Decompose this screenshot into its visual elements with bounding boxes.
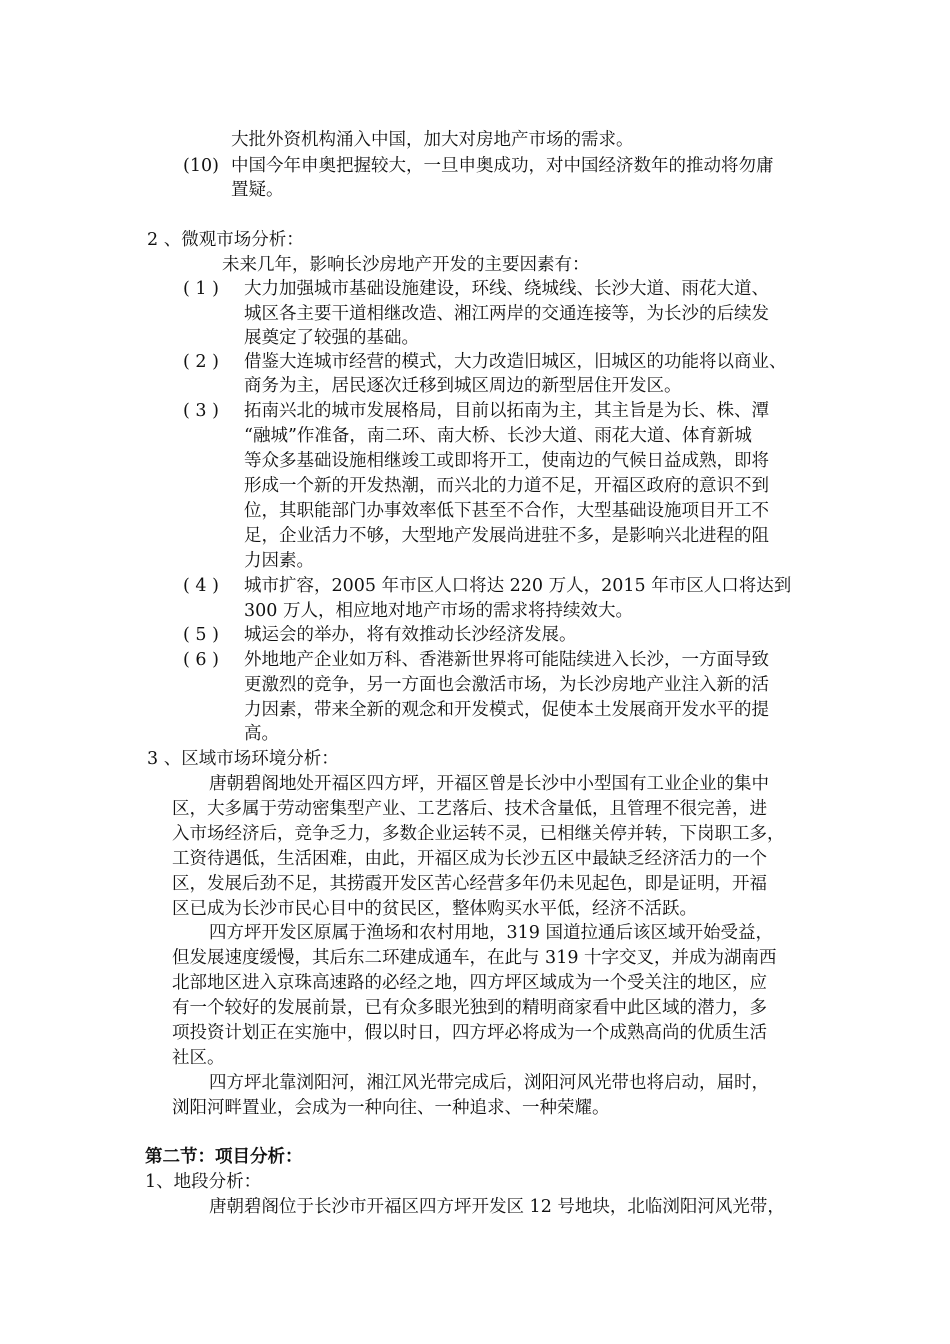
paragraph-line: 有一个较好的发展前景，已有众多眼光独到的精明商家看中此区域的潜力，多 (172, 998, 767, 1018)
continuation-line: 大批外资机构涌入中国，加大对房地产市场的需求。 (231, 130, 634, 150)
list-item-line: 力因素，带来全新的观念和开发模式，促使本土发展商开发水平的提 (244, 700, 769, 720)
item-number: (10) (183, 156, 219, 176)
sub-heading: 1、地段分析： (145, 1172, 262, 1192)
list-item-line: 更激烈的竞争，另一方面也会激活市场，为长沙房地产业注入新的活 (244, 675, 769, 695)
list-item-line: 300 万人，相应地对地产市场的需求将持续效大。 (244, 601, 633, 621)
paragraph-line: 项投资计划正在实施中，假以时日，四方坪必将成为一个成熟高尚的优质生活 (172, 1023, 767, 1043)
chapter-heading: 第二节：项目分析： (145, 1147, 303, 1167)
paragraph-line: 唐朝碧阁位于长沙市开福区四方坪开发区 12 号地块，北临浏阳河风光带， (209, 1197, 785, 1217)
section-heading: 3 、区域市场环境分析： (147, 749, 339, 769)
item-number: ( 6 ) (183, 650, 219, 670)
item-number: ( 5 ) (183, 625, 219, 645)
section-intro: 未来几年，影响长沙房地产开发的主要因素有： (222, 255, 590, 275)
list-item-line: 力因素。 (244, 551, 314, 571)
list-item-line: 位，其职能部门办事效率低下甚至不合作，大型基础设施项目开工不 (244, 501, 769, 521)
list-item-line: “融城”作准备，南二环、南大桥、长沙大道、雨花大道、体育新城 (244, 426, 752, 446)
list-item-line: 置疑。 (231, 180, 284, 200)
paragraph-line: 唐朝碧阁地处开福区四方坪，开福区曾是长沙中小型国有工业企业的集中 (209, 774, 769, 794)
list-item-line: 城市扩容，2005 年市区人口将达 220 万人，2015 年市区人口将达到 (244, 576, 792, 596)
paragraph-line: 浏阳河畔置业，会成为一种向往、一种追求、一种荣耀。 (172, 1098, 610, 1118)
list-item-line: 城区各主要干道相继改造、湘江两岸的交通连接等，为长沙的后续发 (244, 304, 769, 324)
paragraph-line: 区，大多属于劳动密集型产业、工艺落后、技术含量低，且管理不很完善，进 (172, 799, 767, 819)
section-heading: 2 、微观市场分析： (147, 230, 304, 250)
paragraph-line: 工资待遇低，生活困难，由此，开福区成为长沙五区中最缺乏经济活力的一个 (172, 849, 767, 869)
list-item-line: 大力加强城市基础设施建设，环线、绕城线、长沙大道、雨花大道、 (244, 279, 769, 299)
list-item-line: 形成一个新的开发热潮，而兴北的力道不足，开福区政府的意识不到 (244, 476, 769, 496)
item-number: ( 2 ) (183, 352, 219, 372)
list-item-line: 展奠定了较强的基础。 (244, 328, 419, 348)
list-item-line: 足，企业活力不够，大型地产发展尚进驻不多，是影响兴北进程的阻 (244, 526, 769, 546)
item-number: ( 4 ) (183, 576, 219, 596)
list-item-line: 高。 (244, 724, 279, 744)
item-number: ( 1 ) (183, 279, 219, 299)
list-item-line: 拓南兴北的城市发展格局，目前以拓南为主，其主旨是为长、株、潭 (244, 401, 769, 421)
list-item-line: 外地地产企业如万科、香港新世界将可能陆续进入长沙，一方面导致 (244, 650, 769, 670)
item-number: ( 3 ) (183, 401, 219, 421)
paragraph-line: 社区。 (172, 1048, 225, 1068)
paragraph-line: 区已成为长沙市民心目中的贫民区，整体购买水平低，经济不活跃。 (172, 899, 697, 919)
list-item-line: 等众多基础设施相继竣工或即将开工，使南边的气候日益成熟，即将 (244, 451, 769, 471)
paragraph-line: 四方坪开发区原属于渔场和农村用地，319 国道拉通后该区域开始受益， (209, 923, 773, 943)
list-item-line: 城运会的举办，将有效推动长沙经济发展。 (244, 625, 577, 645)
paragraph-line: 北部地区进入京珠高速路的必经之地，四方坪区域成为一个受关注的地区，应 (172, 973, 767, 993)
list-item-line: 商务为主，居民逐次迁移到城区周边的新型居住开发区。 (244, 376, 682, 396)
list-item-line: 中国今年申奥把握较大，一旦申奥成功，对中国经济数年的推动将勿庸 (231, 156, 774, 176)
paragraph-line: 入市场经济后，竞争乏力，多数企业运转不灵，已相继关停并转，下岗职工多， (172, 824, 785, 844)
paragraph-line: 区，发展后劲不足，其捞霞开发区苦心经营多年仍未见起色，即是证明，开福 (172, 874, 767, 894)
list-item-line: 借鉴大连城市经营的模式，大力改造旧城区，旧城区的功能将以商业、 (244, 352, 787, 372)
paragraph-line: 四方坪北靠浏阳河，湘江风光带完成后，浏阳河风光带也将启动，届时， (209, 1073, 769, 1093)
paragraph-line: 但发展速度缓慢，其后东二环建成通车，在此与 319 十字交叉，并成为湖南西 (172, 948, 777, 968)
